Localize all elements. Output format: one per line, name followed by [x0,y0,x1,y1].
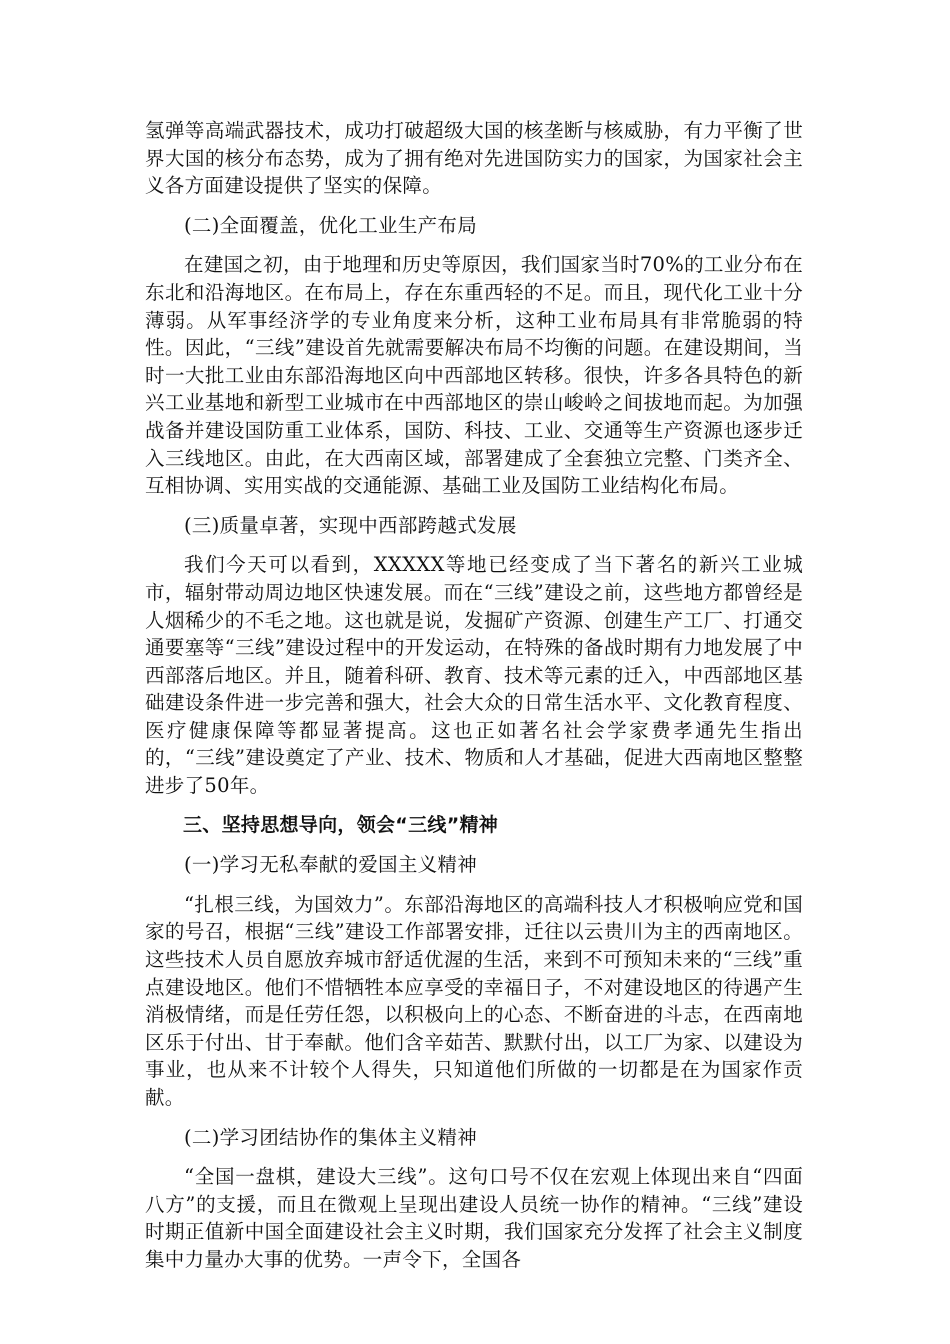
paragraph-industrial-layout: 在建国之初，由于地理和历史等原因，我们国家当时70%的工业分布在东北和沿海地区。在布局上，存在东重西轻的不足。而且，现代化工业十分薄弱。从军事经济学的专业角度来分析，这种工业布局具有非常脆弱的特性。因此，“三线”建设首先就需要解决布局不均衡的问题。在建设期间，当时一大批工业由东部沿海地区向中西部地区转移。很快，许多各具特色的新兴工业基地和新型工业城市在中西部地区的崇山峻岭之间拔地而起。为加强战备并建设国防重工业体系，国防、科技、工业、交通等生产资源也逐步迁入三线地区。由此，在大西南区域，部署建成了全套独立完整、门类齐全、互相协调、实用实战的交通能源、基础工业及国防工业结构化布局。 [145,253,803,498]
paragraph-patriotism: “扎根三线，为国效力”。东部沿海地区的高端科技人才积极响应党和国家的号召，根据“三线”建设工作部署安排，迁往以云贵川为主的西南地区。这些技术人员自愿放弃城市舒适优渥的生活，来到不可预知未来的“三线”重点建设地区。他们不惜牺牲本应享受的幸福日子，不对建设地区的待遇产生消极情绪，而是任劳任怨，以积极向上的心态、不断奋进的斗志，在西南地区乐于付出、甘于奉献。他们含辛茹苦、默默付出，以工厂为家、以建设为事业，也从来不计较个人得失，只知道他们所做的一切都是在为国家作贡献。 [145,892,803,1109]
subheading-quality-development: (三)质量卓著，实现中西部跨越式发展 [184,513,517,537]
paragraph-leapfrog-development: 我们今天可以看到，XXXXX等地已经变成了当下著名的新兴工业城市，辐射带动周边地区快速发展。而在“三线”建设之前，这些地方都曾经是人烟稀少的不毛之地。这也就是说，发掘矿产资源、创建生产工厂、打通交通要塞等“三线”建设过程中的开发运动，在特殊的备战时期有力地发展了中西部落后地区。并且，随着科研、教育、技术等元素的迁入，中西部地区基础建设条件进一步完善和强大，社会大众的日常生活水平、文化教育程度、医疗健康保障等都显著提高。这也正如著名社会学家费孝通先生指出的，“三线”建设奠定了产业、技术、物质和人才基础，促进大西南地区整整进步了50年。 [145,553,803,798]
subheading-patriotism: (一)学习无私奉献的爱国主义精神 [184,853,478,877]
subheading-collectivism: (二)学习团结协作的集体主义精神 [184,1125,478,1149]
subheading-comprehensive-coverage: (二)全面覆盖，优化工业生产布局 [184,213,478,237]
section-heading-three: 三、坚持思想导向，领会“三线”精神 [183,813,499,836]
document-body [145,117,803,1286]
paragraph-continuation: 氢弹等高端武器技术，成功打破超级大国的核垄断与核威胁，有力平衡了世界大国的核分布态势，成为了拥有绝对先进国防实力的国家，为国家社会主义各方面建设提供了坚实的保障。 [145,119,803,198]
paragraph-collectivism: “全国一盘棋，建设大三线”。这句口号不仅在宏观上体现出来自“四面八方”的支援，而且在微观上呈现出建设人员统一协作的精神。“三线”建设时期正值新中国全面建设社会主义时期，我们国家充分发挥了社会主义制度集中力量办大事的优势。一声令下，全国各 [145,1165,803,1271]
